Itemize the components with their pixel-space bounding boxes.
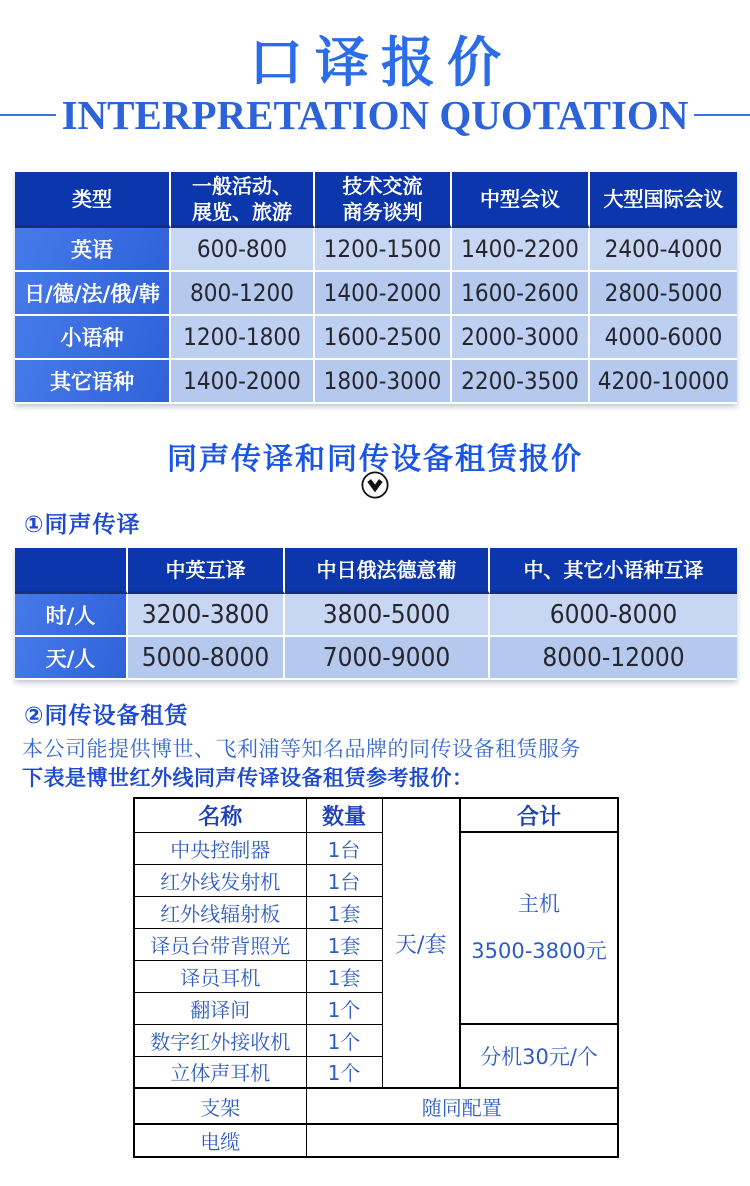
column-header-cn-jp-ru: 中日俄法德意葡: [285, 548, 490, 594]
equipment-qty: 1个: [306, 1024, 382, 1056]
footer-value: 随同配置: [306, 1088, 618, 1124]
equipment-qty: 1套: [306, 960, 382, 992]
equipment-name: 译员耳机: [134, 960, 306, 992]
simul-heading: 同声传译和同传设备租赁报价: [167, 442, 583, 477]
price-cell: 8000-12000: [490, 637, 737, 680]
column-header-technical: 技术交流 商务谈判: [315, 172, 452, 228]
unit-cell: 天/套: [382, 798, 460, 1088]
page-title: 口译报价: [249, 31, 513, 94]
price-cell: 5000-8000: [128, 637, 285, 680]
interpretation-price-table: [15, 172, 737, 404]
equipment-qty: 1台: [306, 832, 382, 864]
equipment-name: 红外线发射机: [134, 864, 306, 896]
price-cell: 2400-4000: [590, 228, 737, 272]
footer-row: [134, 1124, 618, 1157]
equipment-qty: 1台: [306, 864, 382, 896]
column-header-medium: 中型会议: [452, 172, 590, 228]
subtitle-rule-left: [0, 114, 56, 116]
equipment-name: 中央控制器: [134, 832, 306, 864]
footer-row: [134, 1088, 618, 1124]
service-description-line: 本公司能提供博世、飞利浦等知名品牌的同传设备租赁服务: [22, 737, 581, 761]
row-label: 小语种: [15, 316, 171, 360]
equipment-rental-table: [133, 797, 619, 1158]
page-subtitle-row: [0, 92, 750, 138]
section1-title: ①同声传译: [24, 512, 141, 538]
price-cell: 2200-3500: [452, 360, 590, 404]
price-cell: 1800-3000: [315, 360, 452, 404]
equipment-name: 支架: [134, 1088, 306, 1124]
total-main-cell: [460, 832, 618, 1024]
price-cell: 1200-1500: [315, 228, 452, 272]
total-main-price: 3500-3800元: [471, 939, 607, 963]
section2-title: ②同传设备租赁: [24, 703, 189, 729]
row-label: 时/人: [15, 594, 128, 637]
price-cell: 1600-2500: [315, 316, 452, 360]
equipment-name: 数字红外接收机: [134, 1024, 306, 1056]
table-row: [15, 272, 737, 316]
price-cell: 7000-9000: [285, 637, 490, 680]
price-cell: 2000-3000: [452, 316, 590, 360]
simultaneous-price-table: [15, 548, 737, 680]
price-cell: 1400-2200: [452, 228, 590, 272]
equipment-qty: 1个: [306, 992, 382, 1024]
price-cell: 1400-2000: [315, 272, 452, 316]
price-cell: 1600-2600: [452, 272, 590, 316]
equipment-name: 译员台带背照光: [134, 928, 306, 960]
footer-value: [306, 1124, 618, 1157]
equipment-header-total: 合计: [460, 798, 618, 832]
equipment-name: 电缆: [134, 1124, 306, 1157]
row-label: 日/德/法/俄/韩: [15, 272, 171, 316]
column-header-cn-minor: 中、其它小语种互译: [490, 548, 737, 594]
table-row: [15, 316, 737, 360]
total-sub-cell: 分机30元/个: [460, 1024, 618, 1088]
price-cell: 800-1200: [171, 272, 315, 316]
table-row: [15, 594, 737, 637]
total-main-label: 主机: [518, 891, 560, 916]
price-cell: 3800-5000: [285, 594, 490, 637]
equipment-name: 翻译间: [134, 992, 306, 1024]
price-cell: 3200-3800: [128, 594, 285, 637]
equipment-row: [134, 832, 618, 864]
equipment-qty: 1套: [306, 896, 382, 928]
column-header-empty: [15, 548, 128, 594]
column-header-cn-en: 中英互译: [128, 548, 285, 594]
down-arrow-icon: [0, 470, 750, 500]
price-cell: 4000-6000: [590, 316, 737, 360]
price-cell: 1400-2000: [171, 360, 315, 404]
equipment-row: [134, 1024, 618, 1056]
price-cell: 600-800: [171, 228, 315, 272]
column-header-type: 类型: [15, 172, 171, 228]
table-intro-line: 下表是博世红外线同声传译设备租赁参考报价：: [22, 766, 474, 790]
column-header-general: 一般活动、 展览、旅游: [171, 172, 315, 228]
row-label: 英语: [15, 228, 171, 272]
row-label: 其它语种: [15, 360, 171, 404]
table-row: [15, 228, 737, 272]
table-row: [15, 360, 737, 404]
price-cell: 1200-1800: [171, 316, 315, 360]
price-cell: 4200-10000: [590, 360, 737, 404]
price-cell: 2800-5000: [590, 272, 737, 316]
row-label: 天/人: [15, 637, 128, 680]
price-cell: 6000-8000: [490, 594, 737, 637]
subtitle-rule-right: [694, 114, 750, 116]
equipment-header-qty: 数量: [306, 798, 382, 832]
column-header-large: 大型国际会议: [590, 172, 737, 228]
equipment-name: 立体声耳机: [134, 1056, 306, 1088]
table-row: [15, 637, 737, 680]
equipment-name: 红外线辐射板: [134, 896, 306, 928]
equipment-header-name: 名称: [134, 798, 306, 832]
page-subtitle: INTERPRETATION QUOTATION: [61, 92, 689, 138]
equipment-qty: 1个: [306, 1056, 382, 1088]
equipment-qty: 1套: [306, 928, 382, 960]
